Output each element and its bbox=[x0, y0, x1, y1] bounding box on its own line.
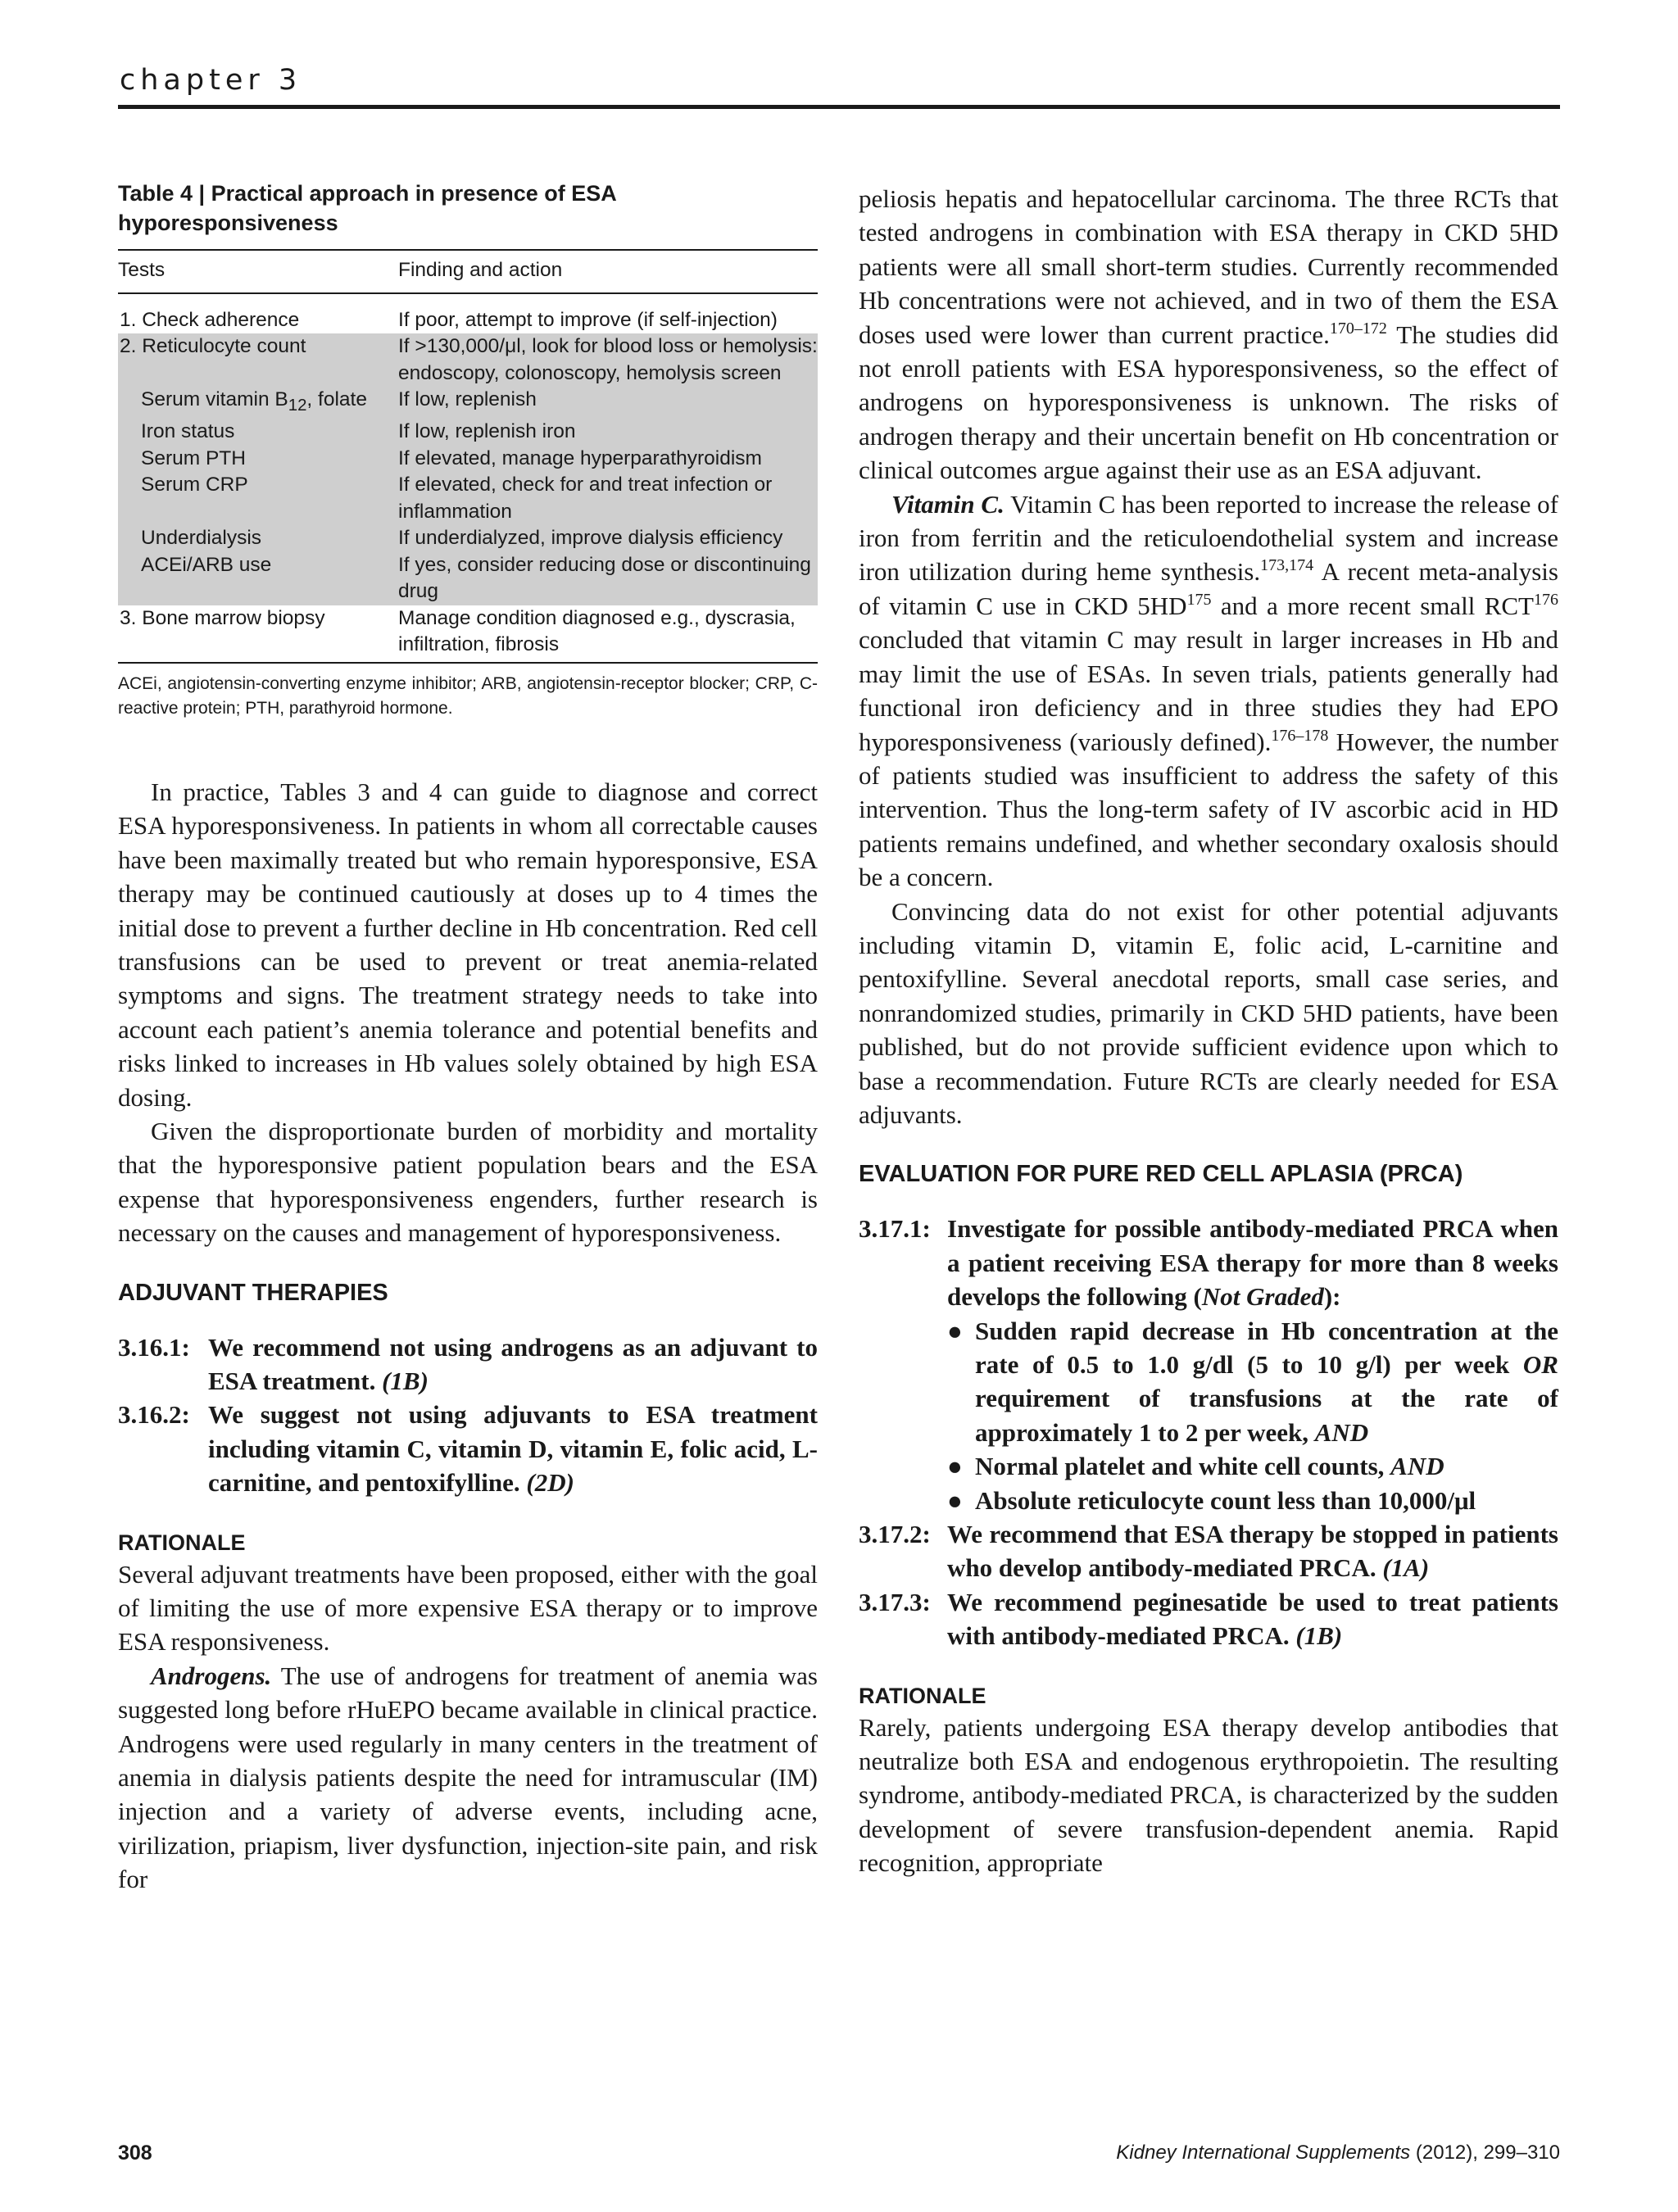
table-row bbox=[118, 552, 818, 605]
table-row bbox=[118, 419, 818, 446]
table-cell: Serum PTH bbox=[118, 446, 398, 473]
body-paragraph: Several adjuvant treatments have been proposed, either with the goal of limiting the use of more expensive ESA therapy or to improve ESA responsiveness. bbox=[118, 1559, 818, 1657]
table-row bbox=[118, 293, 818, 334]
table-header-tests: Tests bbox=[118, 250, 398, 293]
table-4 bbox=[118, 249, 818, 664]
table-cell: If underdialyzed, improve dialysis efficiency bbox=[398, 525, 818, 552]
table-title: Table 4 | Practical approach in presence of ESA hyporesponsiveness bbox=[118, 181, 616, 235]
table-cell: If >130,000/μl, look for blood loss or hemolysis: endoscopy, colonoscopy, hemolysis screen bbox=[398, 333, 818, 387]
table-row bbox=[118, 472, 818, 525]
section-heading: ADJUVANT THERAPIES bbox=[118, 1279, 388, 1306]
table-cell: ACEi/ARB use bbox=[118, 552, 398, 605]
table-row bbox=[118, 446, 818, 473]
body-paragraph: Convincing data do not exist for other potential adjuvants including vitamin D, vitamin E, folic acid, L-carnitine and pentoxifylline. Several anecdotal reports, small case series, and nonrandomized studies, primarily in CKD 5HD patients, have been published, but do not provide sufficient evidence upon which to base a recommendation. Future RCTs are clearly needed for ESA adjuvants. bbox=[859, 896, 1558, 1129]
table-cell: If yes, consider reducing dose or discontinuing drug bbox=[398, 552, 818, 605]
body-paragraph: Rarely, patients undergoing ESA therapy develop antibodies that neutralize both ESA and endogenous erythropoietin. The resulting syndrome, antibody-mediated PRCA, is characterized by the sudden development of severe transfusion-dependent anemia. Rapid recognition, appropriate bbox=[859, 1712, 1558, 1878]
left-column bbox=[118, 179, 818, 1897]
recommendation-3-17-2: 3.17.2: We recommend that ESA therapy be stopped in patients who develop antibody-mediated PRCA. (1A) bbox=[859, 1520, 1558, 1583]
recommendation-3-17-3: 3.17.3: We recommend peginesatide be used to treat patients with antibody-mediated PRCA. (1B) bbox=[859, 1587, 1558, 1651]
body-paragraph: In practice, Tables 3 and 4 can guide to diagnose and correct ESA hyporesponsiveness. In patients in whom all correctable causes have been maximally treated but who remain hyporesponsive, ESA therapy may be continued cautiously at doses up to 4 times the initial dose to prevent a further decline in Hb concentration. Red cell transfusions can be used to prevent or treat anemia-related symptoms and signs. The treatment strategy needs to take into account each patient’s anemia tolerance and potential benefits and risks linked to increases in Hb values solely obtained by high ESA dosing. bbox=[118, 777, 818, 1112]
section-heading: EVALUATION FOR PURE RED CELL APLASIA (PRCA) bbox=[859, 1161, 1463, 1188]
table-footnote: ACEi, angiotensin-converting enzyme inhibitor; ARB, angiotensin-receptor blocker; CRP, C-reactive protein; PTH, parathyroid hormone. bbox=[118, 673, 818, 718]
body-paragraph: Given the disproportionate burden of morbidity and mortality that the hyporesponsive patient population bears and the ESA expense that hyporesponsiveness engenders, further research is necessary on the causes and management of hyporesponsiveness. bbox=[118, 1116, 818, 1248]
running-header bbox=[118, 57, 1560, 109]
page-footer bbox=[118, 2142, 1560, 2174]
recommendation-3-16-1: 3.16.1: We recommend not using androgens as an adjuvant to ESA treatment. (1B) bbox=[118, 1332, 818, 1395]
table-row bbox=[118, 525, 818, 552]
table-cell: Iron status bbox=[118, 419, 398, 446]
recommendation-3-17-1: 3.17.1: Investigate for possible antibody-mediated PRCA when a patient receiving ESA therapy for more than 8 weeks develops the following (Not Graded): bbox=[859, 1214, 1558, 1312]
table-cell: Underdialysis bbox=[118, 525, 398, 552]
chapter-label: chapter 3 bbox=[120, 64, 302, 97]
table-cell: If elevated, manage hyperparathyroidism bbox=[398, 446, 818, 473]
journal-citation: Kidney International Supplements (2012), 299–310 bbox=[1116, 2142, 1560, 2164]
table-cell: 1. Check adherence bbox=[120, 308, 300, 331]
table-cell: 3. Bone marrow biopsy bbox=[118, 605, 398, 663]
table-header-row bbox=[118, 250, 818, 293]
table-row bbox=[118, 387, 818, 419]
table-cell: If low, replenish bbox=[398, 387, 818, 419]
page-number: 308 bbox=[118, 2142, 152, 2164]
table-row bbox=[118, 333, 818, 387]
table-cell: If elevated, check for and treat infection or inflammation bbox=[398, 472, 818, 525]
table-cell: Serum CRP bbox=[118, 472, 398, 525]
table-cell: If poor, attempt to improve (if self-injection) bbox=[398, 308, 778, 331]
body-paragraph: Androgens. The use of androgens for treatment of anemia was suggested long before rHuEPO became available in clinical practice. Androgens were used regularly in many centers in the treatment of anemia in dialysis patients despite the need for intramuscular (IM) injection and a variety of adverse events, including acne, virilization, priapism, liver dysfunction, injection-site pain, and risk for bbox=[118, 1661, 818, 1894]
prca-criteria-list bbox=[947, 1314, 1558, 1517]
rationale-heading: RATIONALE bbox=[118, 1530, 246, 1555]
list-item: ● Sudden rapid decrease in Hb concentration at the rate of 0.5 to 1.0 g/dl (5 to 10 g/l) per week OR requirement of transfusions at the rate of approximately 1 to 2 per week, AND bbox=[947, 1316, 1558, 1447]
body-paragraph: peliosis hepatis and hepatocellular carcinoma. The three RCTs that tested androgens in combination with ESA therapy in CKD 5HD patients were all small short-term studies. Currently recommended Hb concentrations were not achieved, and in two of them the ESA doses used were lower than current practice.$^{170-172}$ The studies did not enroll patients with ESA hyporesponsiveness, so the effect of androgens on hyporesponsiveness is unknown. The risks of androgen therapy and their uncertain benefit on Hb concentration or clinical outcomes argue against their use as an ESA adjuvant. bbox=[859, 184, 1558, 485]
table-row bbox=[118, 605, 818, 663]
table-cell: 2. Reticulocyte count bbox=[118, 333, 398, 387]
list-item: ● Absolute reticulocyte count less than 10,000/μl bbox=[947, 1485, 1476, 1515]
list-item: ● Normal platelet and white cell counts, AND bbox=[947, 1452, 1444, 1481]
right-column bbox=[859, 182, 1558, 1880]
body-paragraph: Vitamin C. Vitamin C has been reported to increase the release of iron from ferritin and the reticuloendothelial system and increase iron utilization during heme synthesis.$^{173,174}$ A recent meta-analysis of vitamin C use in CKD 5HD$^{175}$ and a more recent small RCT$^{176}$ concluded that vitamin C may result in larger increases in Hb and may limit the use of ESAs. In seven trials, patients generally had functional iron deficiency and in three studies they had EPO hyporesponsiveness (variously defined).$^{176-178}$ However, the number of patients studied was insufficient to address the safety of this intervention. Thus the long-term safety of IV ascorbic acid in HD patients remains undefined, and whether secondary oxalosis should be a concern. bbox=[859, 489, 1558, 892]
table-cell-b12: Serum vitamin $B_{12}$, folate bbox=[118, 387, 398, 419]
table-cell: Manage condition diagnosed e.g., dyscrasia, infiltration, fibrosis bbox=[398, 605, 818, 663]
table-cell: If low, replenish iron bbox=[398, 419, 818, 446]
recommendation-3-16-2: 3.16.2: We suggest not using adjuvants to ESA treatment including vitamin C, vitamin D, vitamin E, folic acid, L-carnitine, and pentoxifylline. (2D) bbox=[118, 1400, 818, 1498]
table-header-finding: Finding and action bbox=[398, 250, 818, 293]
rationale-heading: RATIONALE bbox=[859, 1683, 986, 1708]
